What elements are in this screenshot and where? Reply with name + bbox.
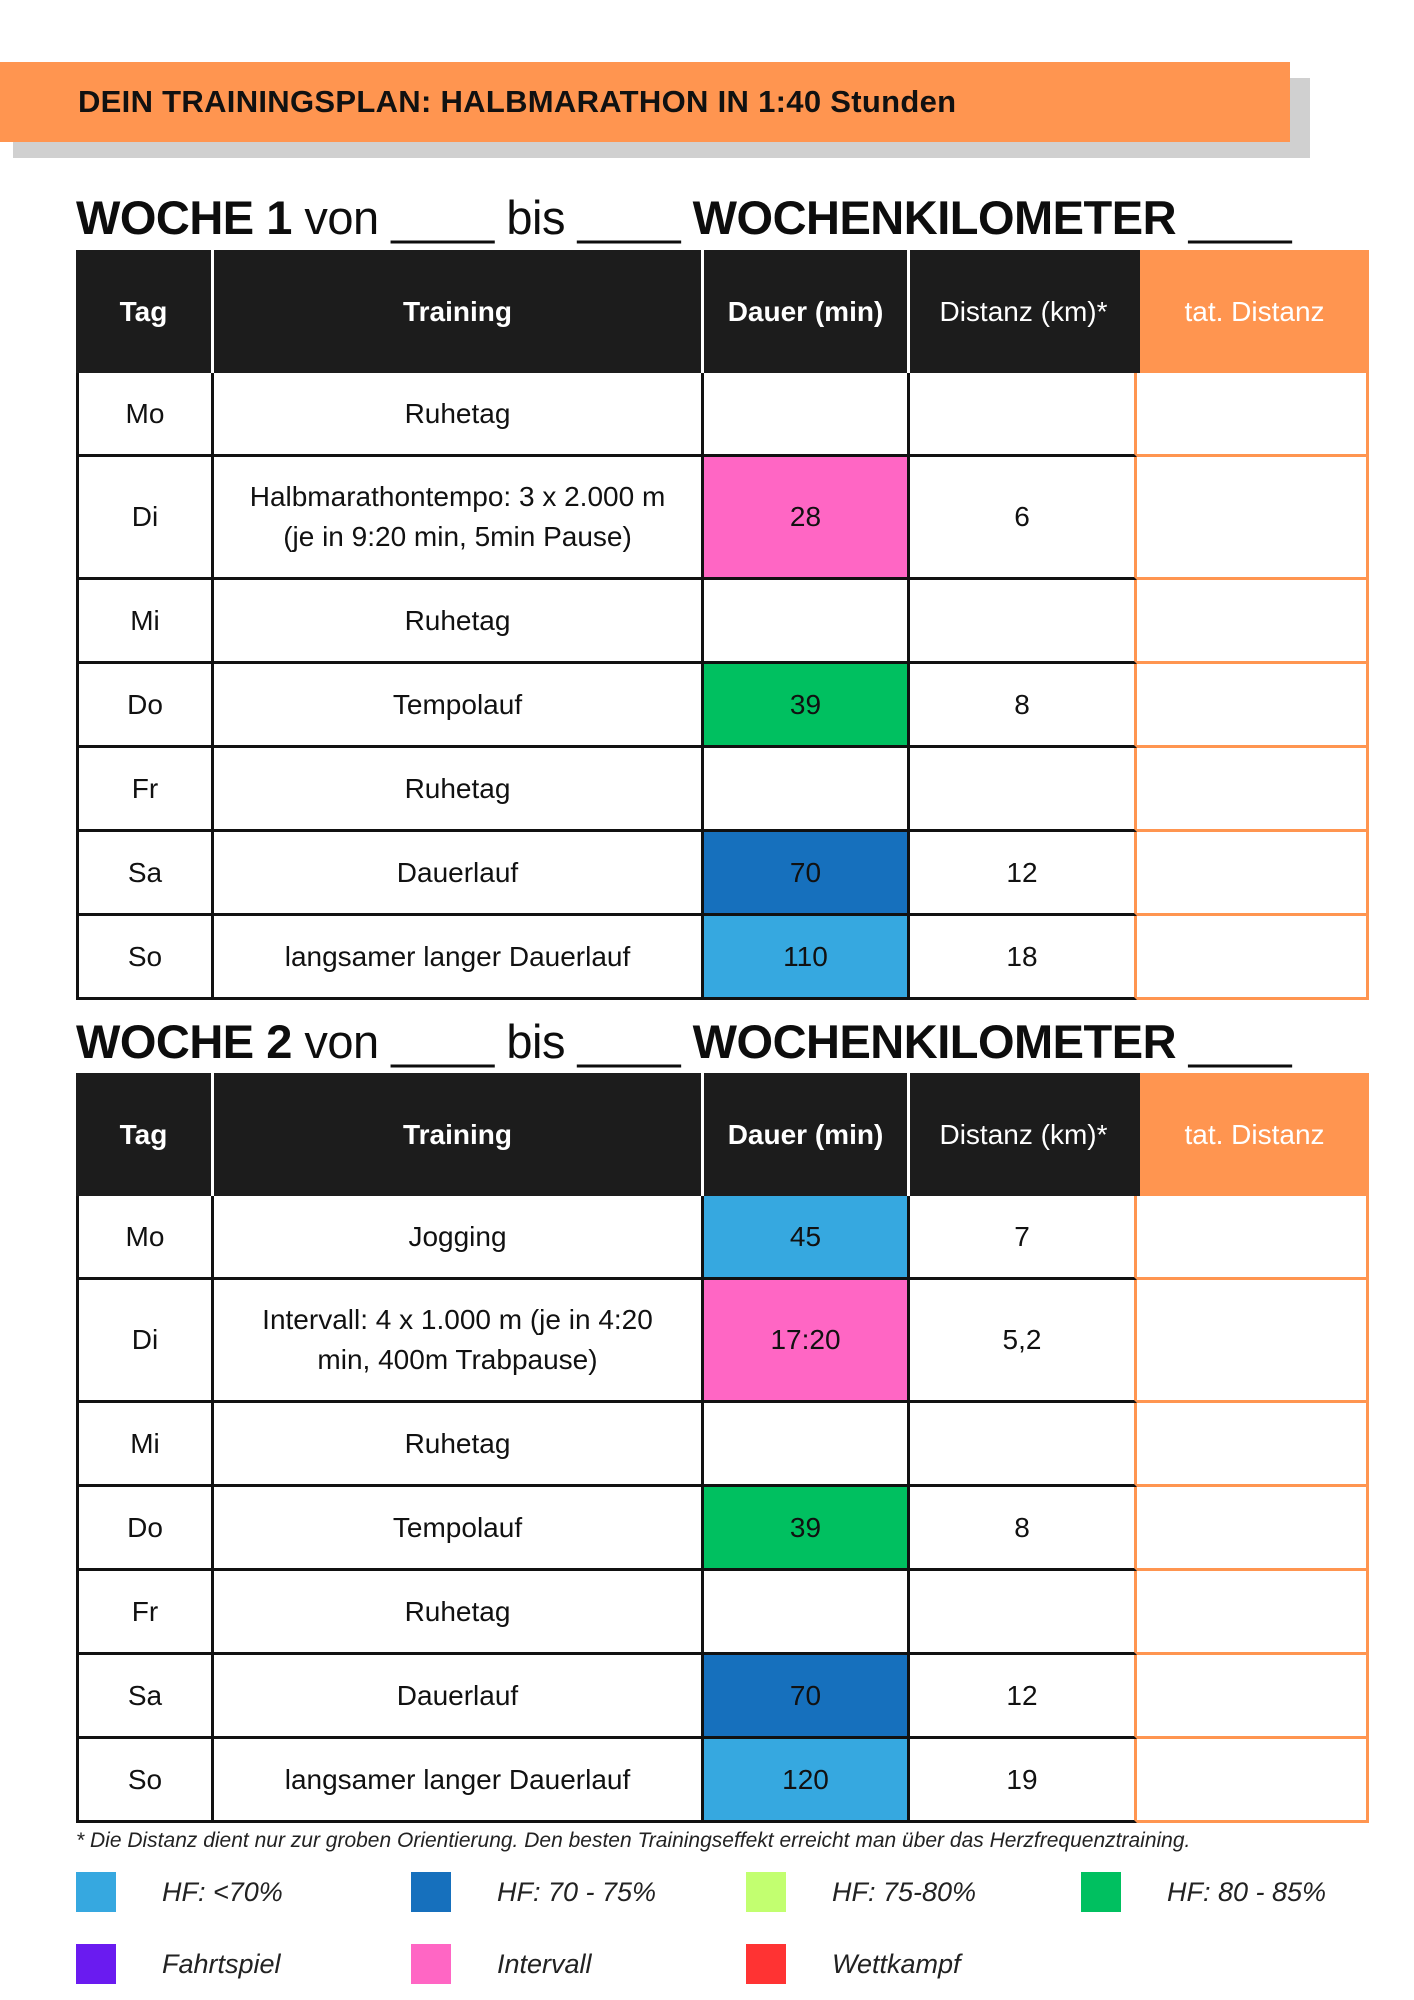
training-cell: Ruhetag (214, 580, 704, 664)
day-cell: Sa (76, 1655, 214, 1739)
table-row (76, 748, 1369, 832)
training-cell: Dauerlauf (214, 1655, 704, 1739)
day-cell: Di (76, 1280, 214, 1403)
day-cell: So (76, 1739, 214, 1823)
legend-swatch (1081, 1872, 1121, 1912)
duration-cell: 45 (704, 1196, 910, 1280)
week-bis: bis ____ (506, 1015, 681, 1068)
week-von: von ____ (304, 191, 494, 244)
table-row (76, 1280, 1369, 1403)
header-dauer: Dauer (min) (704, 250, 910, 373)
distance-cell: 19 (910, 1739, 1137, 1823)
actual-distance-cell[interactable] (1137, 832, 1369, 916)
header-tat-distanz: tat. Distanz (1137, 250, 1369, 373)
duration-cell: 39 (704, 1487, 910, 1571)
actual-distance-cell[interactable] (1137, 1403, 1369, 1487)
table-row (76, 1655, 1369, 1739)
legend-swatch (746, 1872, 786, 1912)
legend-label: Fahrtspiel (162, 1948, 281, 1979)
actual-distance-cell[interactable] (1137, 1487, 1369, 1571)
table-row (76, 580, 1369, 664)
training-cell: Ruhetag (214, 1571, 704, 1655)
table-row (76, 664, 1369, 748)
legend-item (411, 1944, 592, 1984)
actual-distance-cell[interactable] (1137, 373, 1369, 457)
legend-swatch (76, 1872, 116, 1912)
table-row (76, 1403, 1369, 1487)
distance-cell: 6 (910, 457, 1137, 580)
header-distanz: Distanz (km)* (910, 1073, 1137, 1196)
header-tag: Tag (76, 1073, 214, 1196)
day-cell: Mo (76, 373, 214, 457)
week-km-label: WOCHENKILOMETER (692, 191, 1177, 244)
training-cell: Ruhetag (214, 748, 704, 832)
actual-distance-cell[interactable] (1137, 916, 1369, 1000)
week-km-blank: ____ (1188, 1015, 1292, 1068)
distance-cell (910, 748, 1137, 832)
distance-cell (910, 580, 1137, 664)
training-cell: Tempolauf (214, 1487, 704, 1571)
day-cell: Fr (76, 748, 214, 832)
actual-distance-cell[interactable] (1137, 1571, 1369, 1655)
actual-distance-cell[interactable] (1137, 1280, 1369, 1403)
legend-swatch (411, 1944, 451, 1984)
duration-cell: 120 (704, 1739, 910, 1823)
distance-cell: 8 (910, 664, 1137, 748)
training-cell: Intervall: 4 x 1.000 m (je in 4:20 min, 400m Trabpause) (214, 1280, 704, 1403)
training-cell: Jogging (214, 1196, 704, 1280)
duration-cell (704, 748, 910, 832)
duration-cell (704, 373, 910, 457)
duration-cell: 39 (704, 664, 910, 748)
table-row (76, 1739, 1369, 1823)
table-row (76, 373, 1369, 457)
legend-item (1081, 1872, 1326, 1912)
distance-cell: 12 (910, 1655, 1137, 1739)
week-1-heading (76, 190, 1291, 245)
legend-item (746, 1872, 976, 1912)
actual-distance-cell[interactable] (1137, 748, 1369, 832)
training-cell: langsamer langer Dauerlauf (214, 1739, 704, 1823)
day-cell: Mo (76, 1196, 214, 1280)
week-km-label: WOCHENKILOMETER (692, 1015, 1177, 1068)
legend-item (76, 1872, 283, 1912)
distance-cell: 12 (910, 832, 1137, 916)
week-von: von ____ (304, 1015, 494, 1068)
week-bis: bis ____ (506, 191, 681, 244)
distance-cell: 5,2 (910, 1280, 1137, 1403)
legend-label: HF: 70 - 75% (497, 1876, 657, 1907)
distance-cell (910, 373, 1137, 457)
actual-distance-cell[interactable] (1137, 580, 1369, 664)
legend-label: HF: 75-80% (832, 1876, 977, 1907)
legend-label: Intervall (497, 1948, 592, 1979)
duration-cell: 70 (704, 832, 910, 916)
legend-label: HF: 80 - 85% (1167, 1876, 1327, 1907)
duration-cell (704, 1403, 910, 1487)
legend-item (411, 1872, 656, 1912)
footnote: * Die Distanz dient nur zur groben Orientierung. Den besten Trainingseffekt erreicht man über das Herzfrequenztraining. (76, 1829, 1191, 1852)
duration-cell: 70 (704, 1655, 910, 1739)
legend-swatch (411, 1872, 451, 1912)
table-row (76, 1487, 1369, 1571)
header-tag: Tag (76, 250, 214, 373)
training-cell: Tempolauf (214, 664, 704, 748)
training-cell: Dauerlauf (214, 832, 704, 916)
header-tat-distanz: tat. Distanz (1137, 1073, 1369, 1196)
legend-swatch (746, 1944, 786, 1984)
distance-cell: 8 (910, 1487, 1137, 1571)
day-cell: Fr (76, 1571, 214, 1655)
week-km-blank: ____ (1188, 191, 1292, 244)
week-1-table (76, 250, 1369, 1000)
week-label: WOCHE 1 (76, 191, 292, 244)
table-row (76, 457, 1369, 580)
actual-distance-cell[interactable] (1137, 457, 1369, 580)
page-title: DEIN TRAININGSPLAN: HALBMARATHON IN 1:40 Stunden (78, 84, 957, 119)
day-cell: Do (76, 1487, 214, 1571)
duration-cell (704, 1571, 910, 1655)
distance-cell: 18 (910, 916, 1137, 1000)
header-training: Training (214, 1073, 704, 1196)
table-row (76, 916, 1369, 1000)
legend-label: Wettkampf (832, 1948, 961, 1979)
day-cell: Sa (76, 832, 214, 916)
duration-cell: 17:20 (704, 1280, 910, 1403)
legend-item (746, 1944, 961, 1984)
legend-label: HF: <70% (162, 1876, 283, 1907)
day-cell: Mi (76, 1403, 214, 1487)
training-cell: Ruhetag (214, 1403, 704, 1487)
duration-cell (704, 580, 910, 664)
training-cell: langsamer langer Dauerlauf (214, 916, 704, 1000)
training-cell: Ruhetag (214, 373, 704, 457)
day-cell: Di (76, 457, 214, 580)
day-cell: Do (76, 664, 214, 748)
header-distanz: Distanz (km)* (910, 250, 1137, 373)
table-header (76, 1073, 1369, 1196)
actual-distance-cell[interactable] (1137, 1739, 1369, 1823)
header-dauer: Dauer (min) (704, 1073, 910, 1196)
table-row (76, 1571, 1369, 1655)
training-cell: Halbmarathontempo: 3 x 2.000 m (je in 9:20 min, 5min Pause) (214, 457, 704, 580)
header-training: Training (214, 250, 704, 373)
duration-cell: 110 (704, 916, 910, 1000)
table-row (76, 1196, 1369, 1280)
legend-item (76, 1944, 281, 1984)
legend-swatch (76, 1944, 116, 1984)
actual-distance-cell[interactable] (1137, 664, 1369, 748)
distance-cell (910, 1403, 1137, 1487)
actual-distance-cell[interactable] (1137, 1655, 1369, 1739)
week-2-table (76, 1073, 1369, 1823)
table-row (76, 832, 1369, 916)
day-cell: So (76, 916, 214, 1000)
week-label: WOCHE 2 (76, 1015, 292, 1068)
actual-distance-cell[interactable] (1137, 1196, 1369, 1280)
distance-cell: 7 (910, 1196, 1137, 1280)
distance-cell (910, 1571, 1137, 1655)
table-header (76, 250, 1369, 373)
duration-cell: 28 (704, 457, 910, 580)
title-banner (0, 62, 1290, 142)
day-cell: Mi (76, 580, 214, 664)
week-2-heading (76, 1014, 1291, 1069)
